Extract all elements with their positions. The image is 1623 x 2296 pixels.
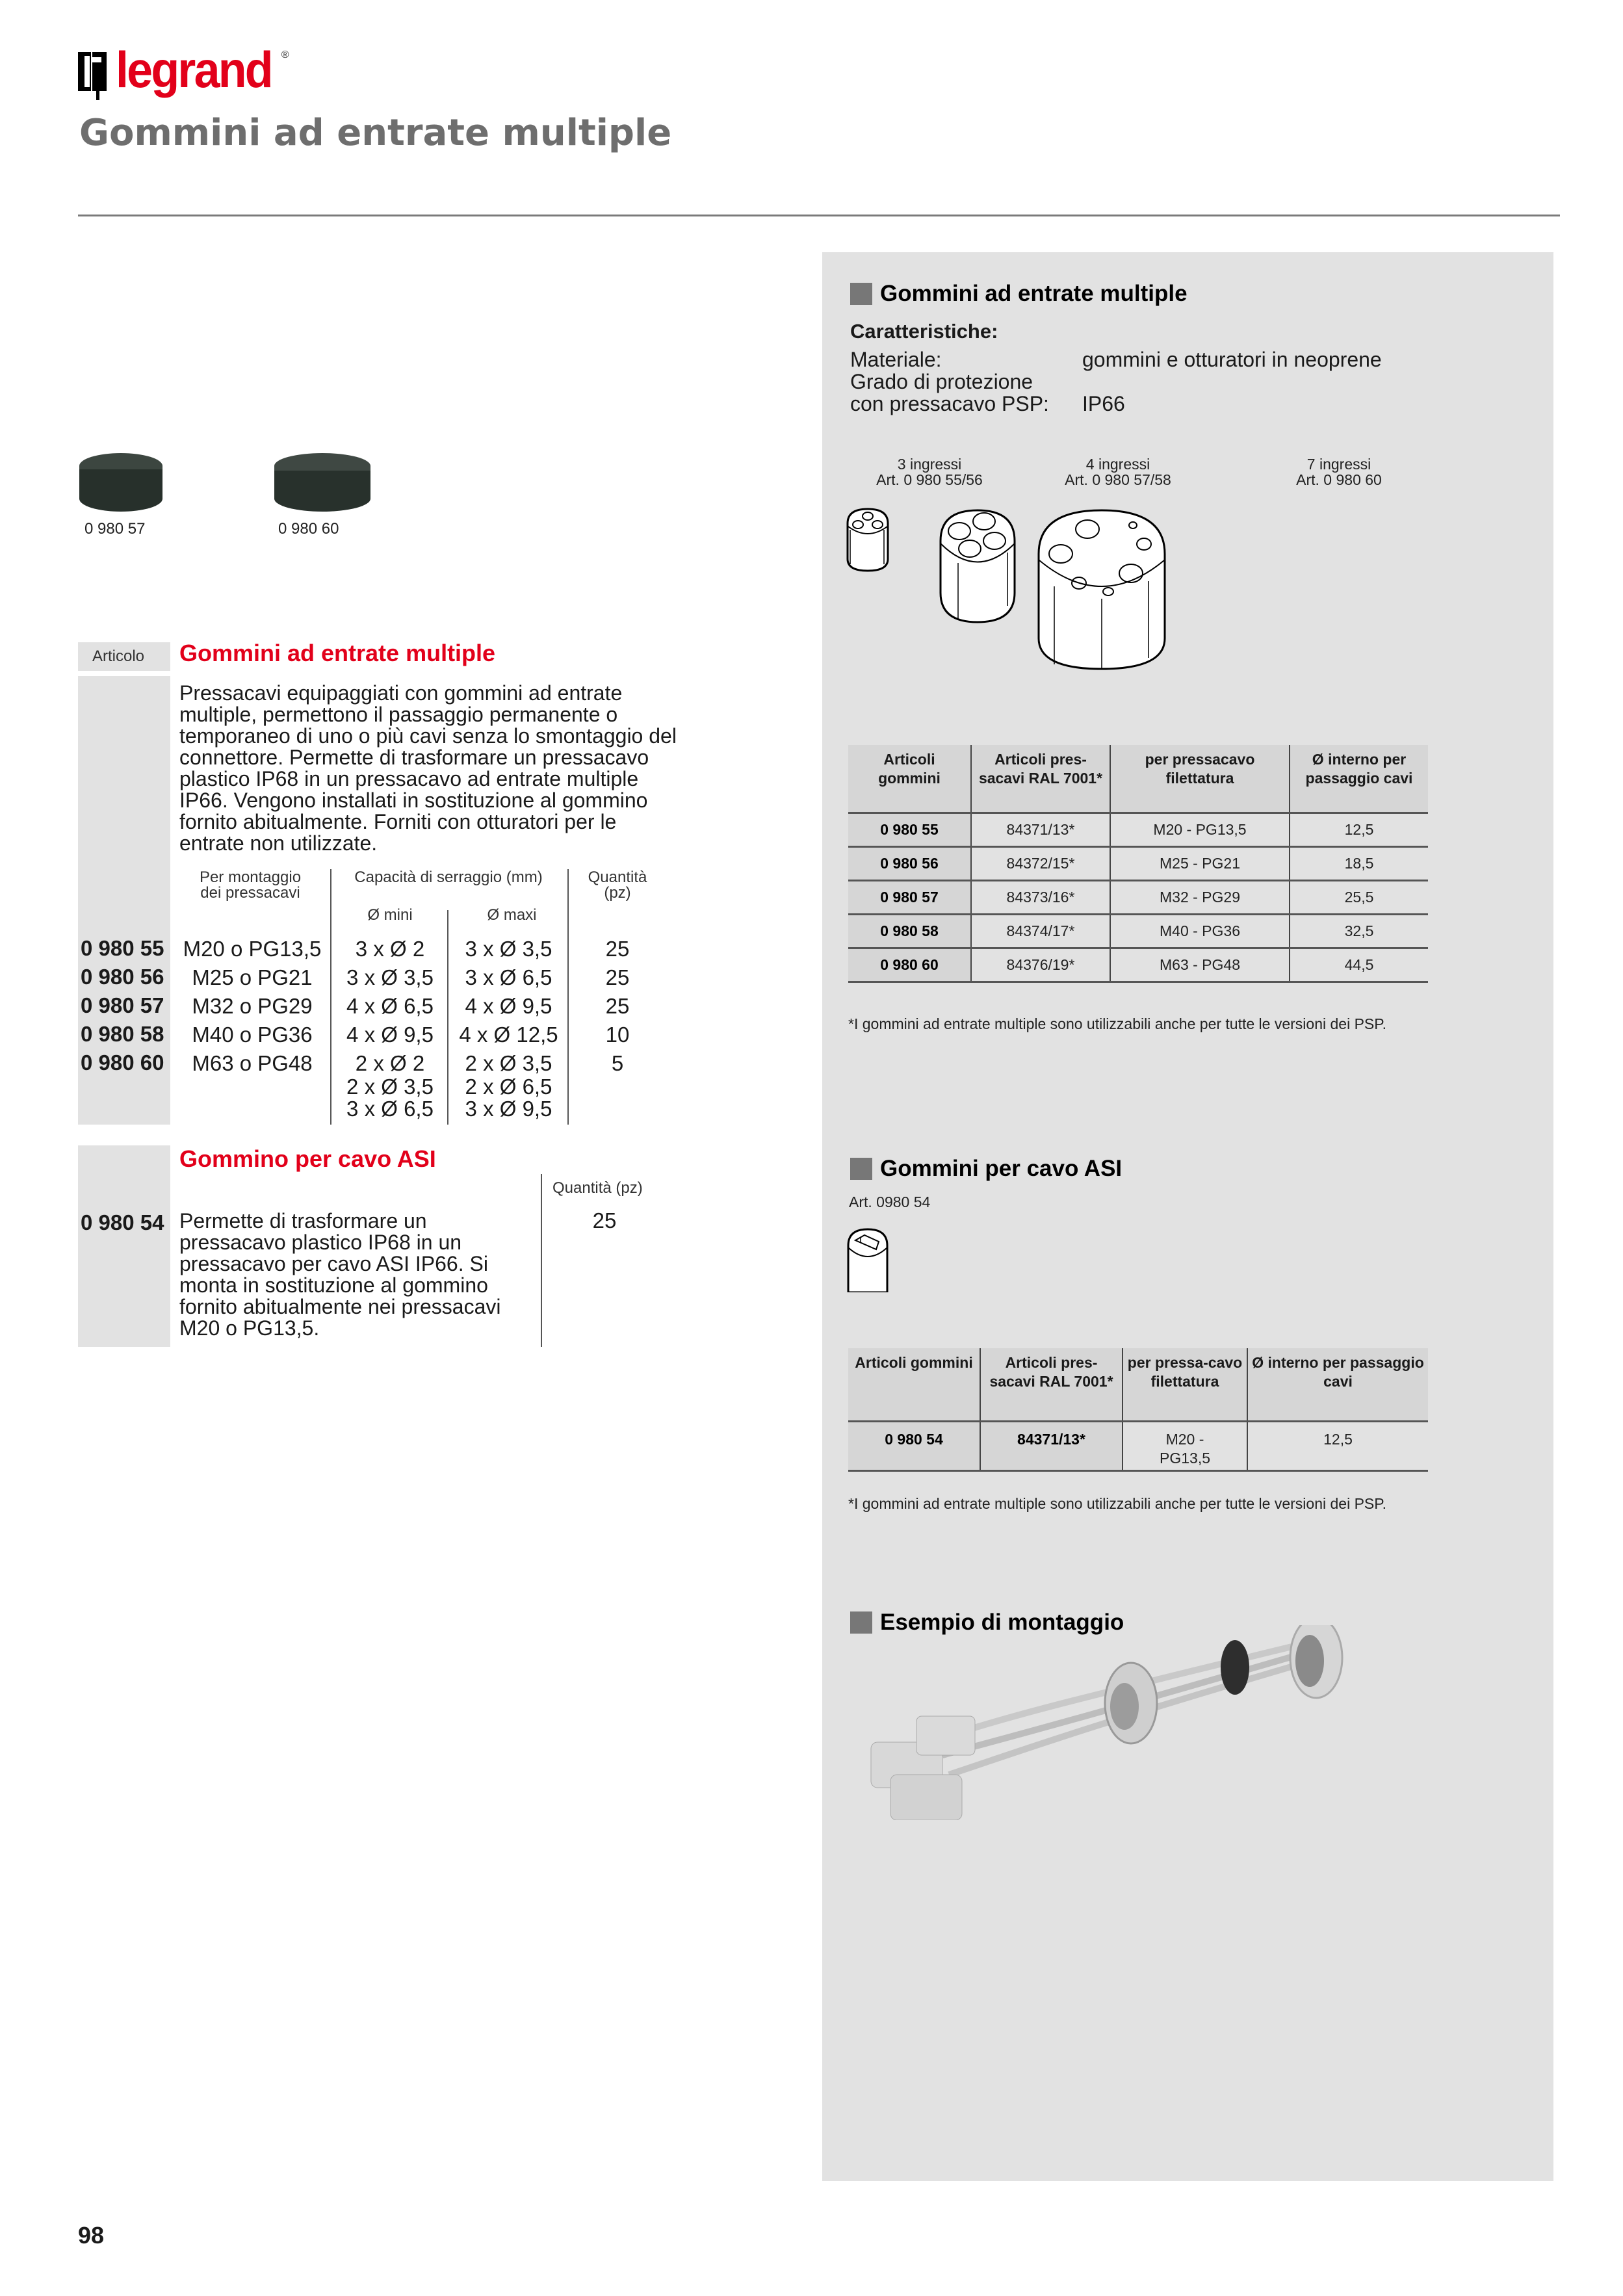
legrand-logo-mark-icon — [78, 52, 107, 92]
col-header: per pressa-cavo filettatura — [1123, 1348, 1247, 1421]
cell: 84376/19* — [971, 948, 1110, 982]
spec-label: Materiale: — [850, 348, 942, 371]
drawing-caption-4: 4 ingressi Art. 0 980 57/58 — [1065, 456, 1171, 488]
cell: 84372/15* — [971, 846, 1110, 880]
section-title-gommino-asi: Gommino per cavo ASI — [179, 1145, 436, 1172]
max-cell: 2 x Ø 3,5 — [465, 1051, 552, 1075]
asi-qty-header: Quantità (pz) — [552, 1179, 643, 1197]
min-cell: 4 x Ø 9,5 — [346, 1023, 434, 1047]
cell: M63 - PG48 — [1110, 948, 1290, 982]
spec-label: con pressacavo PSP: — [850, 392, 1049, 415]
cell[interactable]: 0 980 54 — [848, 1421, 980, 1470]
table-row — [78, 1096, 663, 1121]
grommet-asi-drawing — [846, 1227, 889, 1292]
article-code[interactable]: 0 980 56 — [81, 965, 164, 989]
col-header: per pressacavo filettatura — [1110, 745, 1290, 813]
mount-cell: M63 o PG48 — [192, 1051, 313, 1075]
reference-table-entrate — [848, 745, 1428, 983]
max-cell: 4 x Ø 12,5 — [459, 1023, 558, 1047]
cell: 12,5 — [1247, 1421, 1428, 1470]
technical-panel — [822, 252, 1553, 2181]
mount-cell: M25 o PG21 — [192, 965, 313, 989]
grommet-7-entries-drawing — [1037, 508, 1167, 671]
cell[interactable]: 0 980 58 — [848, 914, 971, 948]
cell[interactable]: 0 980 57 — [848, 880, 971, 914]
characteristics-label: Caratteristiche: — [850, 320, 998, 343]
cell[interactable]: 0 980 60 — [848, 948, 971, 982]
table-row — [848, 948, 1428, 982]
col-header: Articoli pres-sacavi RAL 7001* — [971, 745, 1110, 813]
qty-cell: 25 — [605, 937, 630, 961]
section-square-icon — [850, 1158, 872, 1180]
table-row — [78, 1022, 663, 1050]
table-header-row — [848, 1348, 1428, 1421]
table-row — [848, 1421, 1428, 1470]
min-cell: 3 x Ø 2 — [355, 937, 425, 961]
page-title: Gommini ad entrate multiple — [79, 112, 672, 154]
panel-section-title-montaggio: Esempio di montaggio — [850, 1610, 1124, 1636]
asi-description: Permette di trasformare un pressacavo plastico IP68 in un pressacavo per cavo ASI IP66. Si monta in sostituzione al gommino fornito abitualmente nei pressacavi M20 o PG13,5. — [179, 1209, 501, 1340]
qty-cell: 10 — [605, 1023, 630, 1047]
spec-value: IP66 — [1082, 392, 1125, 415]
max-cell: 4 x Ø 9,5 — [465, 994, 552, 1018]
page-number: 98 — [78, 2222, 105, 2249]
product-photo-0-980-57 — [79, 453, 164, 514]
article-code[interactable]: 0 980 55 — [81, 936, 164, 960]
max-cell: 2 x Ø 6,5 — [465, 1075, 552, 1099]
panel-section-title-entrate: Gommini ad entrate multiple — [850, 281, 1188, 307]
col-header: Articoli pres-sacavi RAL 7001* — [980, 1348, 1123, 1421]
cell: M20 - PG13,5 — [1110, 813, 1290, 846]
table-row — [78, 965, 663, 993]
header-capacity: Capacità di serraggio (mm) — [354, 868, 543, 886]
table-row — [848, 914, 1428, 948]
max-cell: 3 x Ø 3,5 — [465, 937, 552, 961]
col-header: Articoli gommini — [848, 745, 971, 813]
table-row — [78, 936, 663, 965]
photo-caption: 0 980 57 — [84, 520, 146, 538]
asi-qty: 25 — [592, 1208, 617, 1233]
min-cell: 3 x Ø 3,5 — [346, 965, 434, 989]
table-row — [78, 1050, 663, 1074]
article-code[interactable]: 0 980 60 — [81, 1050, 164, 1075]
drawing-caption-3: 3 ingressi Art. 0 980 55/56 — [876, 456, 983, 488]
panel-section-title-asi: Gommini per cavo ASI — [850, 1156, 1122, 1182]
cell[interactable]: 0 980 56 — [848, 846, 971, 880]
col-header: Articoli gommini — [848, 1348, 980, 1421]
col-header: Ø interno per passaggio cavi — [1290, 745, 1428, 813]
section-square-icon — [850, 283, 872, 305]
qty-cell: 5 — [611, 1051, 624, 1075]
articolo-label: Articolo — [92, 647, 145, 665]
table-row — [78, 1074, 663, 1099]
cell: 18,5 — [1290, 846, 1428, 880]
brand-name: legrand — [116, 41, 272, 98]
photo-caption: 0 980 60 — [278, 520, 339, 538]
reference-table-asi — [848, 1348, 1428, 1472]
footnote: *I gommini ad entrate multiple sono utilizzabili anche per tutte le versioni dei PSP. — [848, 1495, 1387, 1512]
max-cell: 3 x Ø 9,5 — [465, 1097, 552, 1121]
table-row — [848, 813, 1428, 846]
product-photo-0-980-60 — [274, 453, 372, 514]
cell: 12,5 — [1290, 813, 1428, 846]
footnote: *I gommini ad entrate multiple sono utilizzabili anche per tutte le versioni dei PSP. — [848, 1015, 1387, 1032]
table-row — [848, 880, 1428, 914]
header-max: Ø maxi — [487, 906, 537, 924]
table-row — [78, 993, 663, 1022]
cell: M40 - PG36 — [1110, 914, 1290, 948]
min-cell: 2 x Ø 3,5 — [346, 1075, 434, 1099]
grommet-4-entries-drawing — [939, 508, 1017, 625]
col-header: Ø interno per passaggio cavi — [1247, 1348, 1428, 1421]
header-divider — [78, 215, 1560, 216]
cell: 84374/17* — [971, 914, 1110, 948]
cell: 32,5 — [1290, 914, 1428, 948]
mount-cell: M20 o PG13,5 — [183, 937, 322, 961]
header-qty: Quantità (pz) — [588, 868, 647, 902]
cell: 84371/13* — [980, 1421, 1123, 1470]
cell: 84371/13* — [971, 813, 1110, 846]
min-cell: 3 x Ø 6,5 — [346, 1097, 434, 1121]
max-cell: 3 x Ø 6,5 — [465, 965, 552, 989]
drawing-caption-7: 7 ingressi Art. 0 980 60 — [1296, 456, 1382, 488]
spec-label: Grado di protezione — [850, 370, 1033, 393]
article-code[interactable]: 0 980 57 — [81, 993, 164, 1017]
qty-cell: 25 — [605, 994, 630, 1018]
table-row — [848, 846, 1428, 880]
divider-asi-qty — [541, 1174, 542, 1347]
mount-cell: M32 o PG29 — [192, 994, 313, 1018]
registered-mark: ® — [281, 49, 289, 60]
section-title-gommini-entrate: Gommini ad entrate multiple — [179, 640, 496, 666]
cell: 84373/16* — [971, 880, 1110, 914]
product-table — [78, 936, 663, 1121]
header-mount: Per montaggio dei pressacavi — [199, 868, 302, 902]
legrand-logo — [78, 41, 289, 99]
cell: M25 - PG21 — [1110, 846, 1290, 880]
grommet-3-entries-drawing — [845, 507, 890, 579]
article-code-asi[interactable]: 0 980 54 — [81, 1210, 164, 1234]
cell: M32 - PG29 — [1110, 880, 1290, 914]
qty-cell: 25 — [605, 965, 630, 989]
section-description: Pressacavi equipaggiati con gommini ad entrate multiple, permettono il passaggio permanente o temporaneo di uno o più cavi senza lo smontaggio del connettore. Permette di trasformare un pressacavo plastico IP68 in un pressacavo ad entrate multiple IP66. Vengono installati in sostituzione al gommino fornito abitualmente. Forniti con otturatori per le entrate non utilizzate. — [179, 681, 677, 855]
cell: 44,5 — [1290, 948, 1428, 982]
article-code[interactable]: 0 980 58 — [81, 1022, 164, 1046]
cell[interactable]: 0 980 55 — [848, 813, 971, 846]
cell: 25,5 — [1290, 880, 1428, 914]
cell: M20 - PG13,5 — [1123, 1421, 1247, 1470]
header-min: Ø mini — [367, 906, 413, 924]
mount-cell: M40 o PG36 — [192, 1023, 313, 1047]
table-header-row — [848, 745, 1428, 813]
min-cell: 4 x Ø 6,5 — [346, 994, 434, 1018]
articolo-column-asi — [78, 1145, 170, 1347]
mounting-example-illustration — [845, 1625, 1365, 1820]
min-cell: 2 x Ø 2 — [355, 1051, 425, 1075]
spec-value: gommini e otturatori in neoprene — [1082, 348, 1382, 371]
asi-art-ref: Art. 0980 54 — [849, 1194, 931, 1210]
